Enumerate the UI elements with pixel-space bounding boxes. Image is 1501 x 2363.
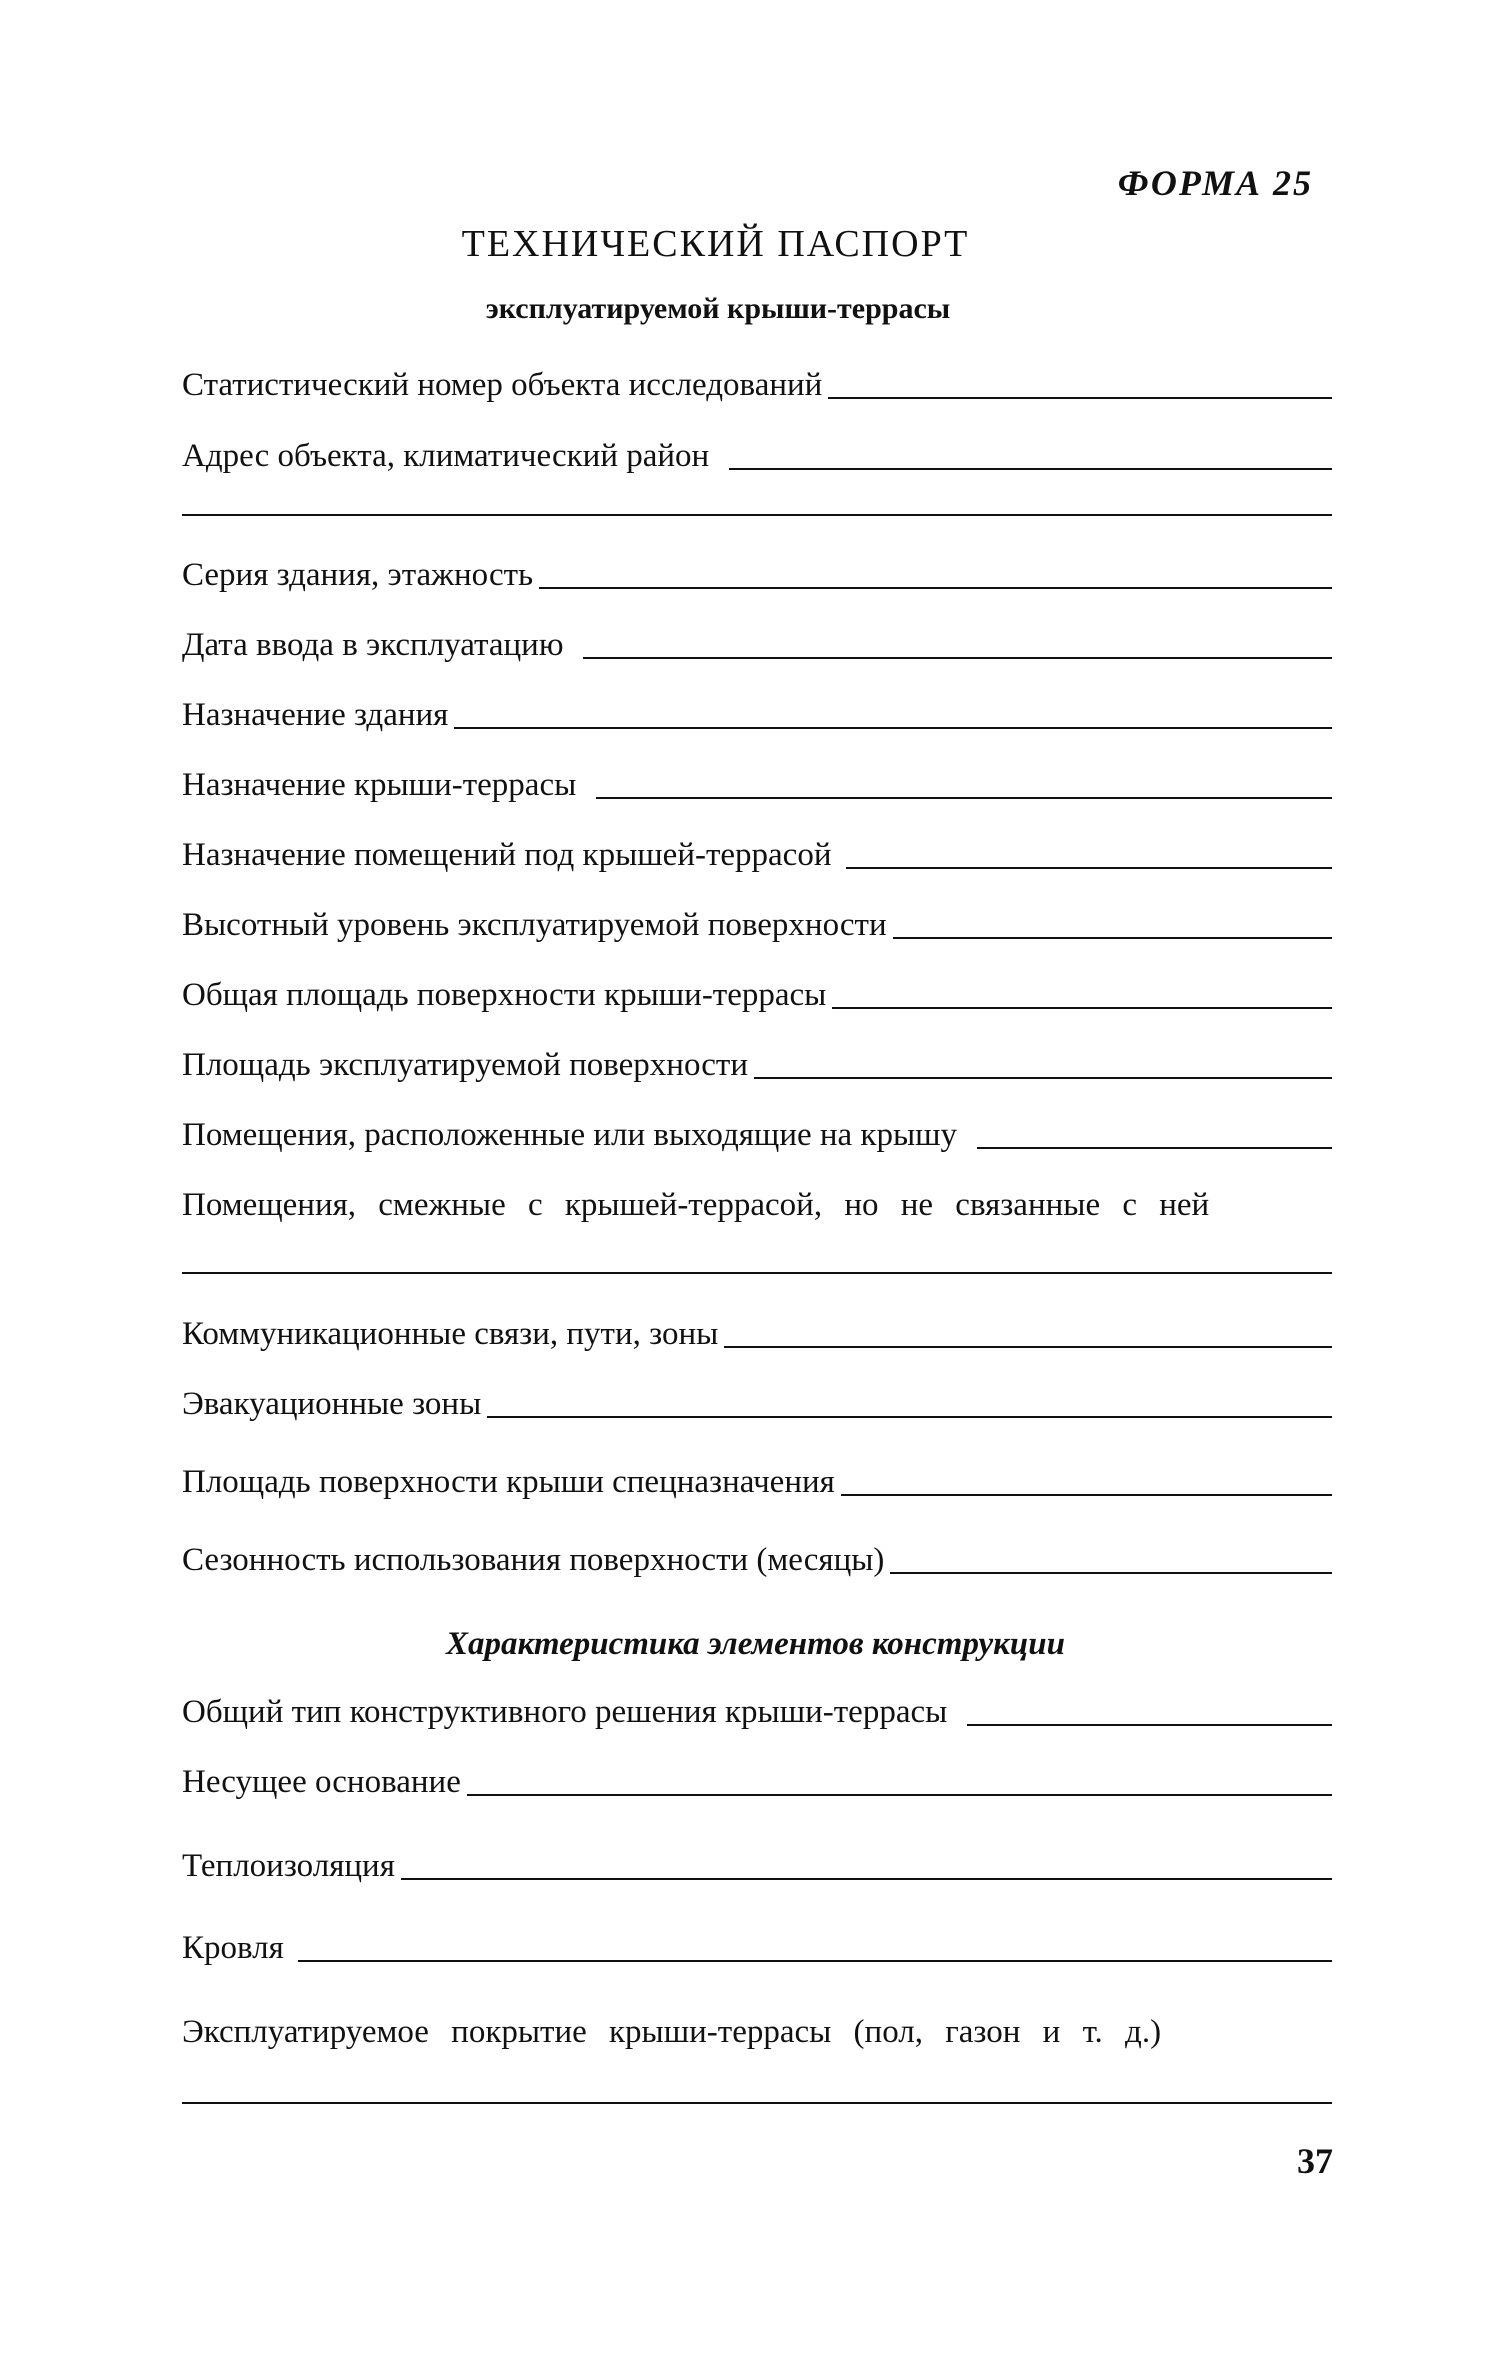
- field-rooms-facing-roof: [182, 1115, 1332, 1155]
- field-label: Площадь эксплуатируемой поверхности: [182, 1047, 749, 1083]
- document-subtitle-text: эксплуатируемой крыши-террасы: [485, 292, 951, 325]
- fill-line[interactable]: [846, 867, 1333, 869]
- field-building-series: [182, 555, 1332, 595]
- fill-line[interactable]: [401, 1878, 1332, 1880]
- field-label: Статистический номер объекта исследований: [182, 367, 823, 403]
- field-label: Серия здания, этажность: [182, 557, 534, 593]
- field-commissioning-date: [182, 625, 1332, 665]
- fill-line[interactable]: [754, 1077, 1332, 1079]
- fill-line-continuation[interactable]: [182, 514, 1332, 516]
- field-special-area: [182, 1462, 1332, 1502]
- field-label: Назначение помещений под крышей-террасой: [182, 837, 832, 873]
- document-title-text: ТЕХНИЧЕСКИЙ ПАСПОРТ: [461, 223, 970, 265]
- fill-line[interactable]: [487, 1416, 1332, 1418]
- field-label: Площадь поверхности крыши спецназначения: [182, 1464, 835, 1500]
- field-label: Помещения, расположенные или выходящие на крышу: [182, 1117, 958, 1153]
- field-label: Дата ввода в эксплуатацию: [182, 627, 564, 663]
- form-number: ФОРМА 25: [1117, 163, 1313, 203]
- fill-line[interactable]: [729, 468, 1332, 470]
- field-label: Высотный уровень эксплуатируемой поверхности: [182, 907, 887, 943]
- field-label: Общая площадь поверхности крыши-террасы: [182, 977, 827, 1013]
- field-object-address: [182, 436, 1332, 476]
- field-label: Несущее основание: [182, 1764, 461, 1800]
- fill-line[interactable]: [596, 797, 1332, 799]
- fill-line[interactable]: [967, 1724, 1332, 1726]
- document-subtitle: [0, 292, 1501, 326]
- fill-line[interactable]: [583, 657, 1332, 659]
- field-communications: [182, 1314, 1332, 1354]
- fill-line[interactable]: [893, 937, 1332, 939]
- field-label: Кровля: [182, 1930, 284, 1966]
- document-title: [0, 222, 1501, 266]
- fill-line[interactable]: [890, 1572, 1332, 1574]
- field-roofing: [182, 1928, 1332, 1968]
- field-label: Назначение здания: [182, 697, 449, 733]
- field-label: Адрес объекта, климатический район: [182, 438, 710, 474]
- field-total-area: [182, 975, 1332, 1015]
- fill-line-continuation[interactable]: [182, 2102, 1332, 2104]
- field-label: Теплоизоляция: [182, 1848, 395, 1884]
- fill-line[interactable]: [841, 1494, 1332, 1496]
- fill-line[interactable]: [977, 1147, 1332, 1149]
- field-building-purpose: [182, 695, 1332, 735]
- field-label: Эвакуационные зоны: [182, 1386, 482, 1422]
- fill-line[interactable]: [828, 397, 1332, 399]
- field-evacuation-zones: [182, 1384, 1332, 1424]
- field-terrace-purpose: [182, 765, 1332, 805]
- fill-line[interactable]: [467, 1794, 1332, 1796]
- field-label: Сезонность использования поверхности (месяцы): [182, 1542, 885, 1578]
- page-number: 37: [1297, 2141, 1333, 2181]
- fill-line[interactable]: [724, 1346, 1332, 1348]
- field-label: Коммуникационные связи, пути, зоны: [182, 1316, 719, 1352]
- fill-line-continuation[interactable]: [182, 1272, 1332, 1274]
- fill-line[interactable]: [539, 587, 1332, 589]
- field-height-level: [182, 905, 1332, 945]
- field-exploited-area: [182, 1045, 1332, 1085]
- field-covering-label: Эксплуатируемое покрытие крыши-террасы (пол, газон и т. д.): [182, 2014, 1162, 2050]
- field-label: Общий тип конструктивного решения крыши-террасы: [182, 1694, 948, 1730]
- fill-line[interactable]: [298, 1960, 1332, 1962]
- field-statistical-number: [182, 365, 1332, 405]
- field-construction-type: [182, 1692, 1332, 1732]
- field-rooms-under-terrace: [182, 835, 1332, 875]
- field-label: Назначение крыши-террасы: [182, 767, 577, 803]
- section-heading-text: Характеристика элементов конструкции: [446, 1626, 1065, 1662]
- field-load-bearing-base: [182, 1762, 1332, 1802]
- field-seasonality: [182, 1540, 1332, 1580]
- field-thermal-insulation: [182, 1846, 1332, 1886]
- field-adjacent-rooms-label: Помещения, смежные с крышей-террасой, но не связанные с ней: [182, 1187, 1210, 1223]
- fill-line[interactable]: [454, 727, 1332, 729]
- fill-line[interactable]: [832, 1007, 1332, 1009]
- section-heading: [0, 1626, 1501, 1663]
